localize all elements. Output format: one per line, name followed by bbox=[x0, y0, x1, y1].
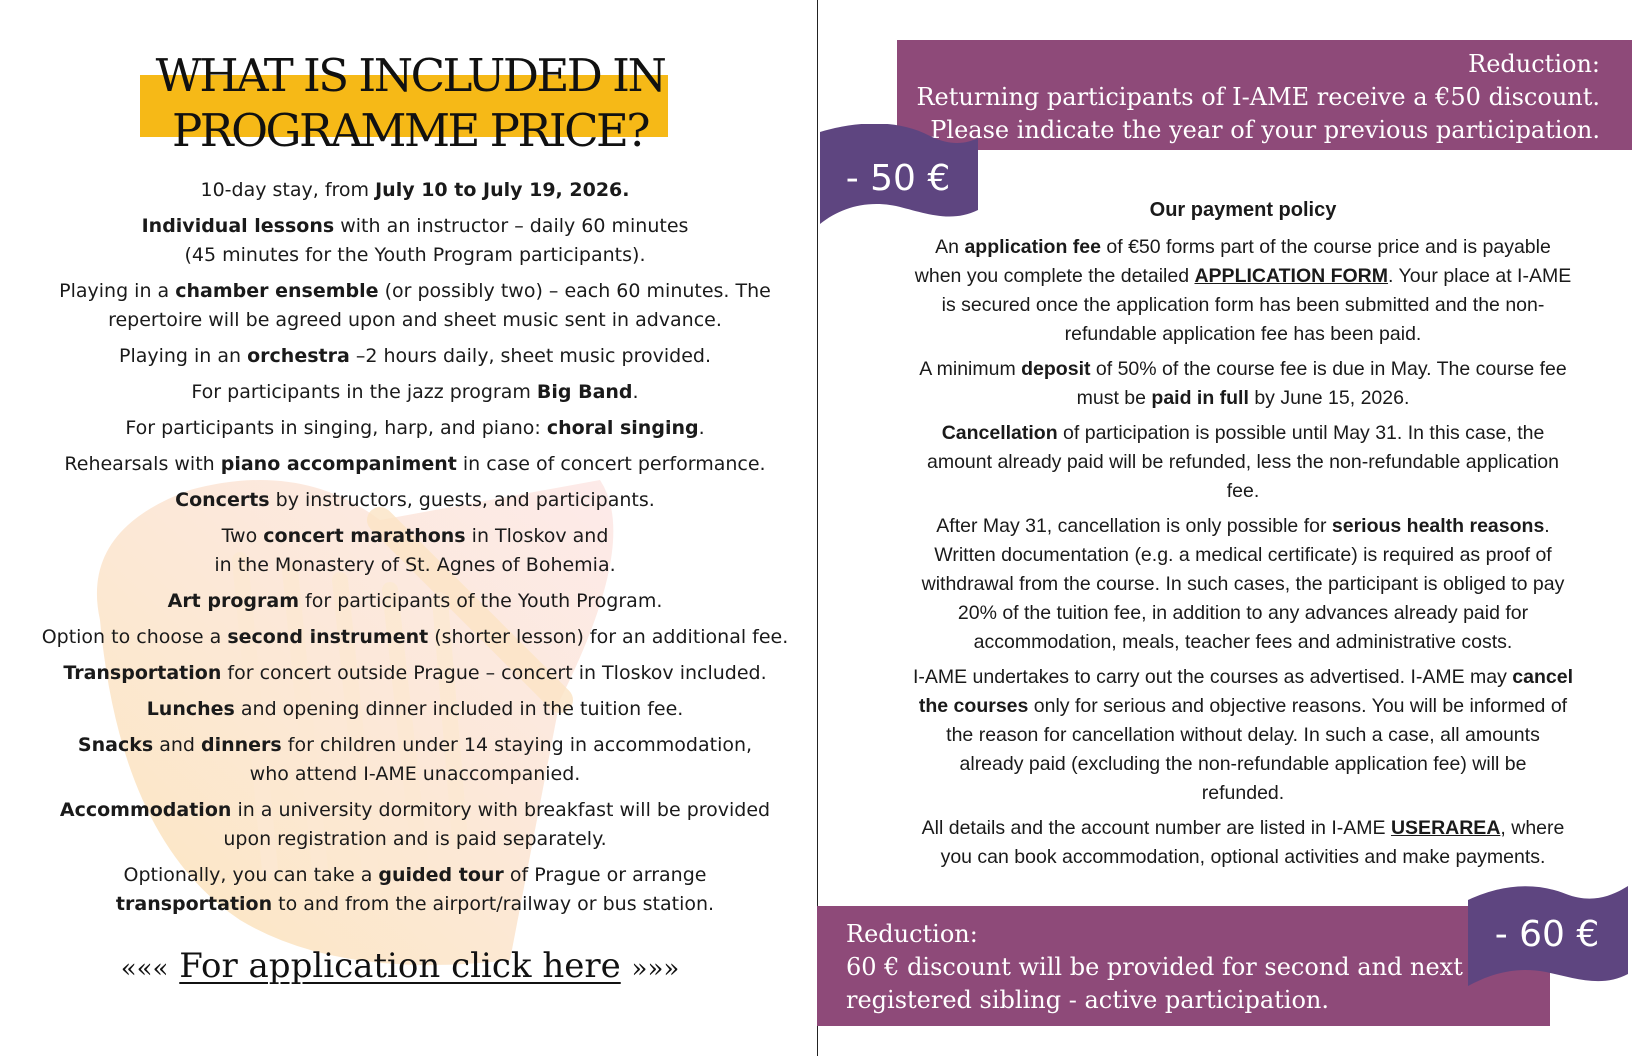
text-segment: . bbox=[632, 381, 639, 403]
text-segment: already paid (excluding the non-refundable application fee) will be bbox=[959, 753, 1527, 775]
payment-policy bbox=[898, 196, 1588, 878]
bold-term: chamber ensemble bbox=[175, 280, 379, 302]
text-segment: by instructors, guests, and participants. bbox=[269, 489, 655, 511]
policy-paragraph bbox=[898, 355, 1588, 413]
bold-term: application fee bbox=[964, 236, 1101, 258]
text-segment: repertoire will be agreed upon and sheet music sent in advance. bbox=[108, 309, 722, 331]
text-segment: for concert outside Prague – concert in Tloskov included. bbox=[221, 662, 767, 684]
policy-paragraph bbox=[898, 233, 1588, 349]
application-link-row bbox=[100, 946, 700, 986]
bold-term: Transportation bbox=[63, 662, 222, 684]
bold-term: deposit bbox=[1021, 358, 1091, 380]
policy-paragraph bbox=[898, 663, 1588, 808]
included-item bbox=[35, 623, 795, 652]
bold-term: dinners bbox=[201, 734, 282, 756]
text-segment: amount already paid will be refunded, less the non-refundable application bbox=[927, 451, 1559, 473]
bold-term: piano accompaniment bbox=[220, 453, 457, 475]
text-segment: you can book accommodation, optional activities and make payments. bbox=[940, 846, 1546, 868]
bold-term: orchestra bbox=[247, 345, 350, 367]
bold-term: Accommodation bbox=[59, 799, 232, 821]
text-segment: of 50% of the course fee is due in May. The course fee bbox=[1090, 358, 1567, 380]
banner-line: Returning participants of I-AME receive a €50 discount. bbox=[916, 83, 1600, 111]
bold-term: serious health reasons bbox=[1331, 515, 1545, 537]
text-segment: refundable application fee has been paid. bbox=[1064, 323, 1422, 345]
text-segment: in Tloskov and bbox=[465, 525, 609, 547]
bold-term: concert marathons bbox=[263, 525, 466, 547]
bold-term: July 10 to July 19, 2026. bbox=[375, 179, 630, 201]
text-segment: in the Monastery of St. Agnes of Bohemia. bbox=[214, 554, 616, 576]
text-segment: A minimum bbox=[919, 358, 1022, 380]
included-item bbox=[35, 522, 795, 580]
text-segment: in a university dormitory with breakfast will be provided bbox=[231, 799, 771, 821]
text-segment: Playing in a bbox=[59, 280, 176, 302]
bold-term: paid in full bbox=[1151, 387, 1249, 409]
bold-term: transportation bbox=[115, 893, 273, 915]
text-segment: by June 15, 2026. bbox=[1248, 387, 1410, 409]
link-userarea[interactable]: USERAREA bbox=[1390, 817, 1501, 839]
text-segment: Optionally, you can take a bbox=[123, 864, 379, 886]
text-segment: For participants in the jazz program bbox=[191, 381, 537, 403]
text-segment: of Prague or arrange bbox=[503, 864, 707, 886]
text-segment: of participation is possible until May 31. In this case, the bbox=[1057, 422, 1545, 444]
text-segment: Written documentation (e.g. a medical certificate) is required as proof of bbox=[934, 544, 1552, 566]
included-item bbox=[35, 659, 795, 688]
text-segment: . bbox=[698, 417, 705, 439]
text-segment: with an instructor – daily 60 minutes bbox=[334, 215, 689, 237]
text-segment: –2 hours daily, sheet music provided. bbox=[349, 345, 711, 367]
text-segment: (or possibly two) – each 60 minutes. The bbox=[378, 280, 771, 302]
text-segment: the reason for cancellation without delay. In such a case, all amounts bbox=[946, 724, 1540, 746]
text-segment: An bbox=[935, 236, 965, 258]
text-segment: to and from the airport/railway or bus station. bbox=[272, 893, 715, 915]
bold-term: Individual lessons bbox=[141, 215, 335, 237]
apply-prefix: ««« bbox=[120, 954, 169, 984]
bold-term: Art program bbox=[167, 590, 299, 612]
included-item bbox=[35, 486, 795, 515]
text-segment: who attend I-AME unaccompanied. bbox=[249, 763, 581, 785]
text-segment: for children under 14 staying in accommodation, bbox=[281, 734, 753, 756]
included-item bbox=[35, 861, 795, 919]
text-segment: of €50 forms part of the course price and is payable bbox=[1100, 236, 1551, 258]
text-segment: After May 31, cancellation is only possible for bbox=[936, 515, 1332, 537]
banner-line: 60 € discount will be provided for second and next bbox=[846, 953, 1463, 981]
application-link[interactable]: For application click here bbox=[179, 946, 621, 986]
text-segment: 20% of the tuition fee, in addition to any advances already paid for bbox=[957, 602, 1529, 624]
included-item bbox=[35, 414, 795, 443]
apply-suffix: »»» bbox=[631, 954, 680, 984]
text-segment: . bbox=[1544, 515, 1550, 537]
sibling-discount-banner bbox=[817, 906, 1550, 1026]
bold-term: cancel bbox=[1512, 666, 1574, 688]
included-item bbox=[35, 695, 795, 724]
bold-term: the courses bbox=[918, 695, 1029, 717]
policy-paragraph bbox=[898, 814, 1588, 872]
bold-term: Snacks bbox=[77, 734, 154, 756]
text-segment: must be bbox=[1076, 387, 1152, 409]
bold-term: Lunches bbox=[146, 698, 235, 720]
text-segment: for participants of the Youth Program. bbox=[299, 590, 663, 612]
included-item bbox=[35, 796, 795, 854]
text-segment: fee. bbox=[1226, 480, 1260, 502]
policy-title: Our payment policy bbox=[1149, 199, 1337, 221]
banner-heading: Reduction: bbox=[1468, 50, 1600, 78]
banner-line: registered sibling - active participation. bbox=[846, 986, 1330, 1014]
bold-term: Big Band bbox=[536, 381, 633, 403]
bold-term: choral singing bbox=[546, 417, 699, 439]
text-segment: Playing in an bbox=[118, 345, 248, 367]
discount-flag-label: - 60 € bbox=[1494, 913, 1600, 955]
included-item bbox=[35, 212, 795, 270]
included-item bbox=[35, 731, 795, 789]
discount-flag-60 bbox=[1462, 878, 1632, 990]
discount-flag-label: - 50 € bbox=[845, 157, 951, 199]
banner-line: Please indicate the year of your previous participation. bbox=[930, 116, 1600, 144]
text-segment: refunded. bbox=[1201, 782, 1285, 804]
included-items-list bbox=[35, 176, 795, 926]
text-segment: 10-day stay, from bbox=[200, 179, 376, 201]
bold-term: guided tour bbox=[378, 864, 504, 886]
text-segment: only for serious and objective reasons. You will be informed of bbox=[1028, 695, 1568, 717]
text-segment: accommodation, meals, teacher fees and administrative costs. bbox=[973, 631, 1513, 653]
text-segment: For participants in singing, harp, and piano: bbox=[125, 417, 547, 439]
text-segment: Rehearsals with bbox=[64, 453, 221, 475]
included-item bbox=[35, 342, 795, 371]
link-application-form[interactable]: APPLICATION FORM bbox=[1194, 265, 1389, 287]
text-segment: is secured once the application form has been submitted and the non- bbox=[941, 294, 1545, 316]
included-item bbox=[35, 587, 795, 616]
page-title: WHAT IS INCLUDED IN PROGRAMME PRICE? bbox=[155, 49, 665, 157]
text-segment: and bbox=[153, 734, 201, 756]
text-segment: (45 minutes for the Youth Program participants). bbox=[184, 244, 646, 266]
text-segment: I-AME undertakes to carry out the courses as advertised. I-AME may bbox=[912, 666, 1513, 688]
bold-term: Concerts bbox=[175, 489, 270, 511]
included-item bbox=[35, 277, 795, 335]
text-segment: upon registration and is paid separately. bbox=[223, 828, 607, 850]
bold-term: Cancellation bbox=[941, 422, 1058, 444]
policy-paragraph bbox=[898, 512, 1588, 657]
bold-term: second instrument bbox=[227, 626, 429, 648]
text-segment: , where bbox=[1500, 817, 1565, 839]
text-segment: in case of concert performance. bbox=[456, 453, 766, 475]
policy-paragraph bbox=[898, 419, 1588, 506]
text-segment: Option to choose a bbox=[41, 626, 228, 648]
included-item bbox=[35, 176, 795, 205]
text-segment: All details and the account number are listed in I-AME bbox=[921, 817, 1391, 839]
banner-heading: Reduction: bbox=[846, 920, 978, 948]
text-segment: (shorter lesson) for an additional fee. bbox=[428, 626, 789, 648]
text-segment: withdrawal from the course. In such cases, the participant is obliged to pay bbox=[921, 573, 1565, 595]
included-item bbox=[35, 378, 795, 407]
text-segment: and opening dinner included in the tuition fee. bbox=[234, 698, 684, 720]
text-segment: when you complete the detailed bbox=[914, 265, 1195, 287]
text-segment: . Your place at I-AME bbox=[1388, 265, 1572, 287]
returning-discount-banner bbox=[897, 40, 1632, 150]
text-segment: Two bbox=[221, 525, 264, 547]
included-item bbox=[35, 450, 795, 479]
